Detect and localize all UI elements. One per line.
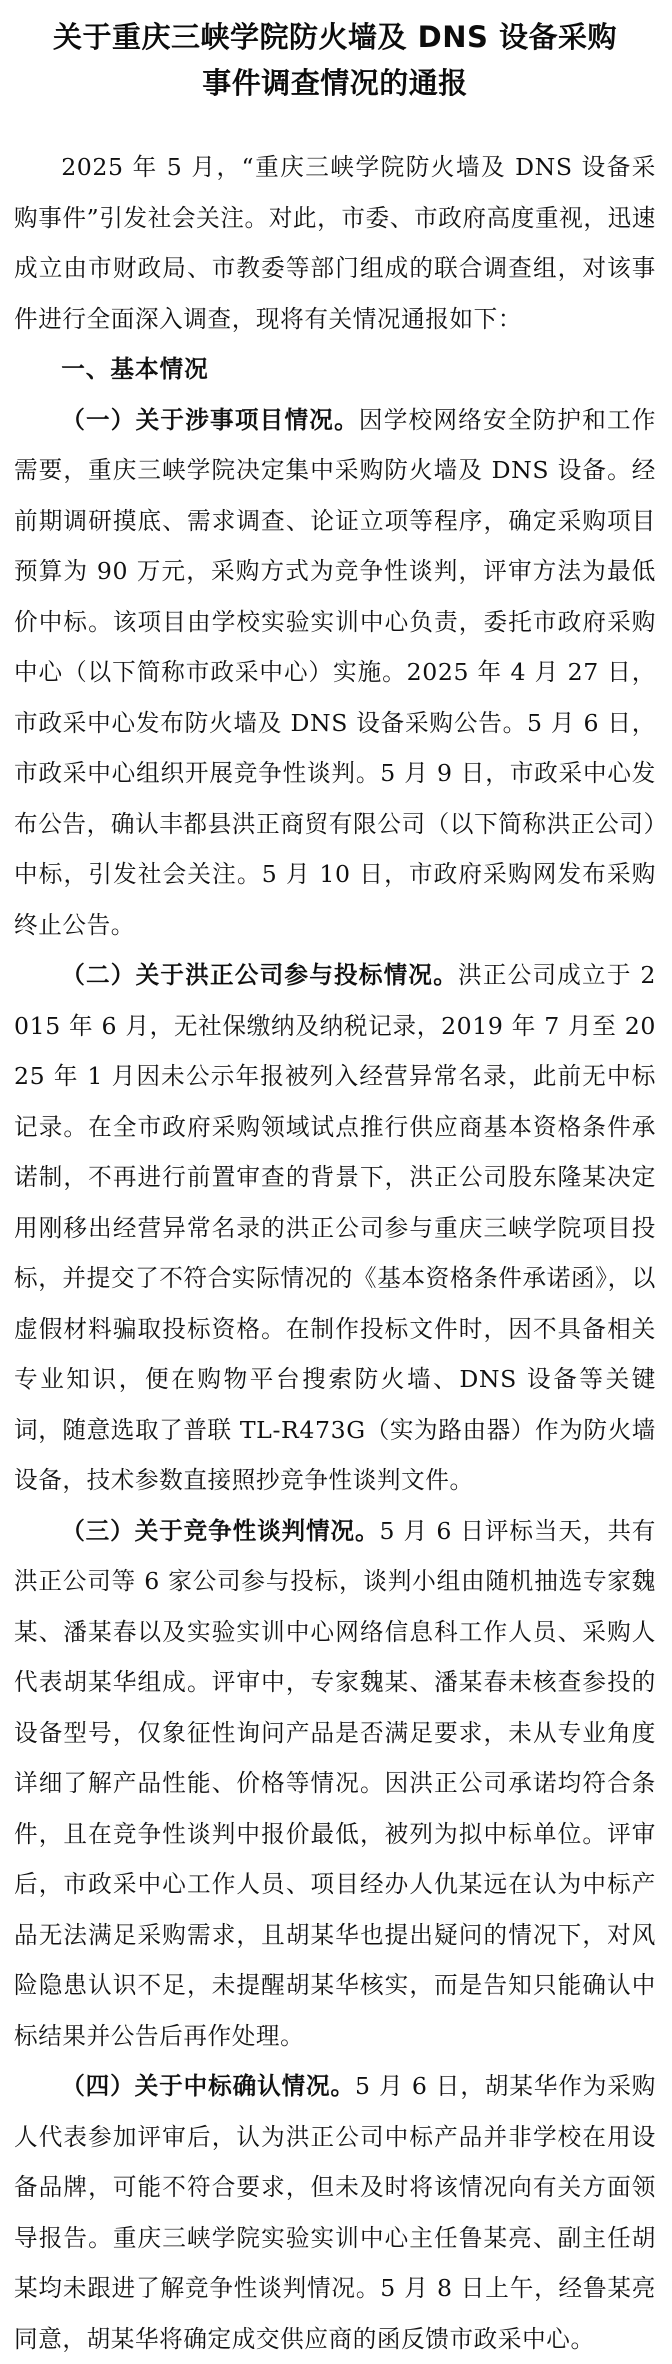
paragraph-bidding-info [14, 950, 656, 1506]
paragraph-text: 洪正公司成立于 2015 年 6 月，无社保缴纳及纳税记录，2019 年 7 月至 2025 年 1 月因未公示年报被列入经营异常名录，此前无中标记录。在全市政府采购领域试点推行供应商基本资格条件承诺制，不再进行前置审查的背景下，洪正公司股东隆某决定用刚移出经营异常名录的洪正公司参与重庆三峡学院项目投标，并提交了不符合实际情况的《基本资格条件承诺函》，以虚假材料骗取投标资格。在制作投标文件时，因不具备相关专业知识，便在购物平台搜索防火墙、DNS 设备等关键词，随意选取了普联 TL-R473G（实为路由器）作为防火墙设备，技术参数直接照抄竞争性谈判文件。 [14, 961, 656, 1494]
section-heading-basic-info: 一、基本情况 [61, 355, 209, 383]
paragraph-confirmation-info [14, 2061, 656, 2364]
title-line-2: 事件调查情况的通报 [202, 66, 468, 100]
document-body [14, 142, 656, 2364]
title-line-1: 关于重庆三峡学院防火墙及 DNS 设备采购 [53, 20, 617, 54]
intro-paragraph: 2025 年 5 月，“重庆三峡学院防火墙及 DNS 设备采购事件”引发社会关注。对此，市委、市政府高度重视，迅速成立由市财政局、市教委等部门组成的联合调查组，对该事件进行全面深入调查，现将有关情况通报如下： [14, 153, 656, 333]
paragraph-lead: （三）关于竞争性谈判情况。 [61, 1516, 380, 1545]
paragraph-text: 因学校网络安全防护和工作需要，重庆三峡学院决定集中采购防火墙及 DNS 设备。经前期调研摸底、需求调查、论证立项等程序，确定采购项目预算为 90 万元，采购方式为竞争性谈判，评审方法为最低价中标。该项目由学校实验实训中心负责，委托市政府采购中心（以下简称市政采中心）实施。2025 年 4 月 27 日，市政采中心发布防火墙及 DNS 设备采购公告。5 月 6 日，市政采中心组织开展竞争性谈判。5 月 9 日，市政采中心发布公告，确认丰都县洪正商贸有限公司（以下简称洪正公司）中标，引发社会关注。5 月 10 日，市政府采购网发布采购终止公告。 [14, 405, 657, 939]
paragraph-text: 5 月 6 日，胡某华作为采购人代表参加评审后，认为洪正公司中标产品并非学校在用设备品牌，可能不符合要求，但未及时将该情况向有关方面领导报告。重庆三峡学院实验实训中心主任鲁某亮、副主任胡某均未跟进了解竞争性谈判情况。5 月 8 日上午，经鲁某亮同意，胡某华将确定成交供应商的函反馈市政采中心。 [14, 2072, 656, 2353]
paragraph-text: 5 月 6 日评标当天，共有洪正公司等 6 家公司参与投标，谈判小组由随机抽选专家魏某、潘某春以及实验实训中心网络信息科工作人员、采购人代表胡某华组成。评审中，专家魏某、潘某春未核查参投的设备型号，仅象征性询问产品是否满足要求，未从专业角度详细了解产品性能、价格等情况。因洪正公司承诺均符合条件，且在竞争性谈判中报价最低，被列为拟中标单位。评审后，市政采中心工作人员、项目经办人仇某远在认为中标产品无法满足采购需求，且胡某华也提出疑问的情况下，对风险隐患认识不足，未提醒胡某华核实，而是告知只能确认中标结果并公告后再作处理。 [14, 1516, 656, 2050]
paragraph-lead: （一）关于涉事项目情况。 [61, 405, 359, 434]
paragraph-lead: （四）关于中标确认情况。 [61, 2072, 356, 2100]
paragraph-lead: （二）关于洪正公司参与投标情况。 [61, 961, 459, 989]
paragraph-negotiation-info [14, 1506, 656, 2062]
paragraph-project-info [14, 395, 656, 951]
document-title [14, 14, 656, 106]
